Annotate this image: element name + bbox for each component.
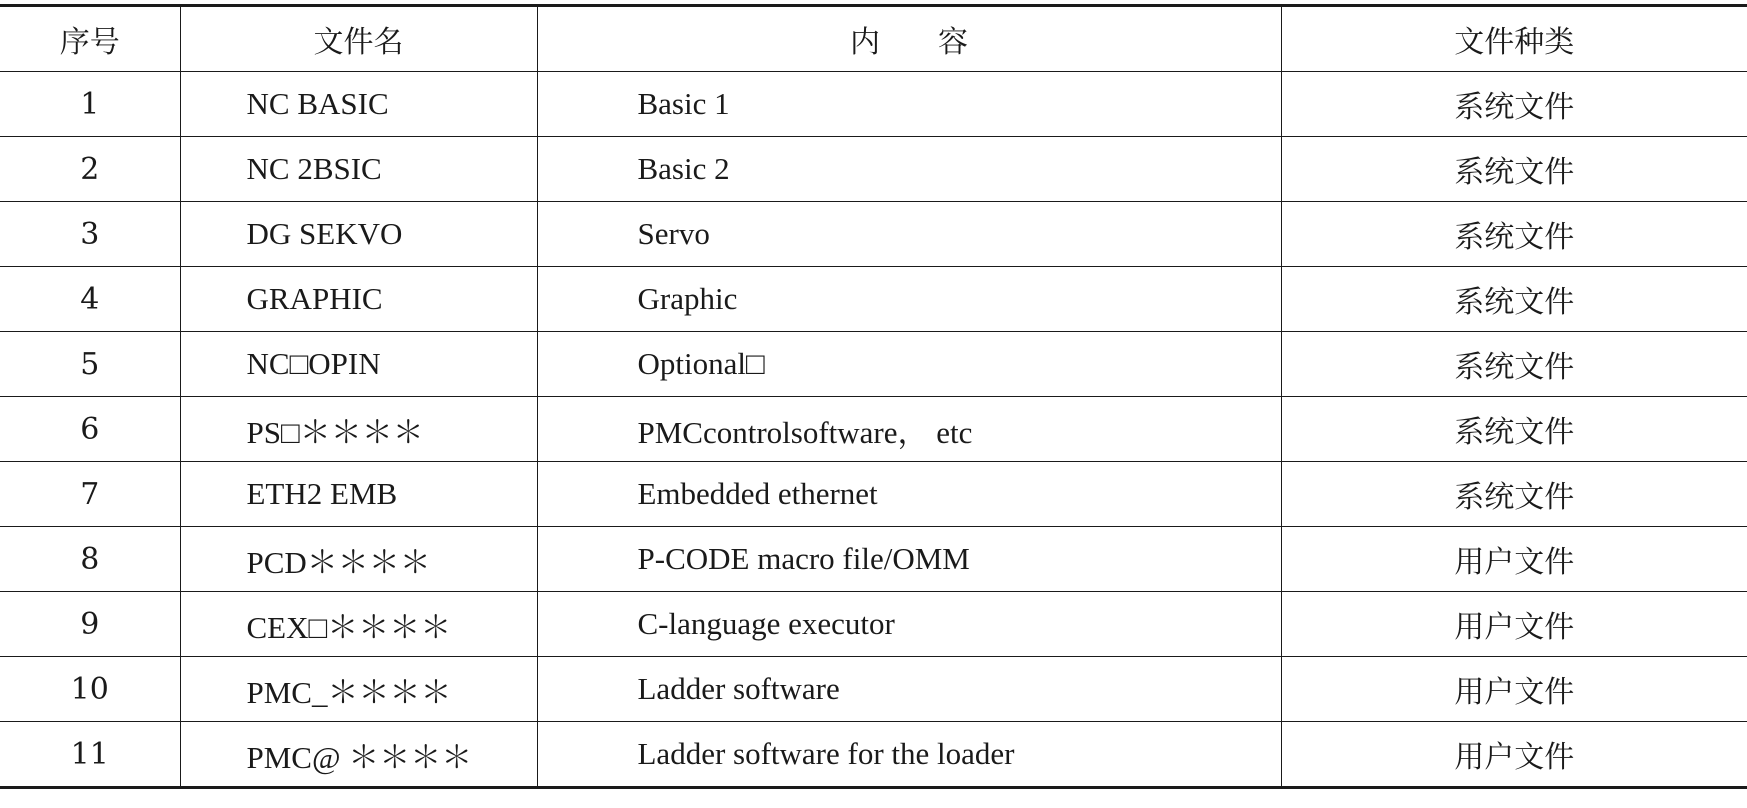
cell-name: GRAPHIC — [180, 267, 537, 332]
cell-no: 6 — [0, 397, 180, 462]
cell-no: 5 — [0, 332, 180, 397]
table-row — [0, 137, 1747, 202]
cell-name: NC□OPIN — [180, 332, 537, 397]
table-row — [0, 332, 1747, 397]
header-name: 文件名 — [180, 6, 537, 72]
cell-type: 系统文件 — [1281, 267, 1747, 332]
table-row — [0, 722, 1747, 788]
cell-type: 系统文件 — [1281, 72, 1747, 137]
cell-name: CEX□＊＊＊＊ — [180, 592, 537, 657]
cell-type: 用户文件 — [1281, 657, 1747, 722]
cell-type: 系统文件 — [1281, 462, 1747, 527]
cell-type: 系统文件 — [1281, 202, 1747, 267]
file-table-container — [0, 4, 1747, 789]
cell-name: ETH2 EMB — [180, 462, 537, 527]
file-table — [0, 4, 1747, 789]
cell-content: Graphic — [537, 267, 1281, 332]
cell-no: 1 — [0, 72, 180, 137]
cell-no: 11 — [0, 722, 180, 788]
cell-no: 7 — [0, 462, 180, 527]
cell-name: NC 2BSIC — [180, 137, 537, 202]
cell-name: PMC_＊＊＊＊ — [180, 657, 537, 722]
cell-no: 9 — [0, 592, 180, 657]
header-type: 文件种类 — [1281, 6, 1747, 72]
header-no: 序号 — [0, 6, 180, 72]
cell-type: 用户文件 — [1281, 527, 1747, 592]
table-row — [0, 462, 1747, 527]
table-row — [0, 527, 1747, 592]
cell-content: Optional□ — [537, 332, 1281, 397]
cell-no: 10 — [0, 657, 180, 722]
table-header-row — [0, 6, 1747, 72]
cell-no: 4 — [0, 267, 180, 332]
table-row — [0, 72, 1747, 137]
cell-content: Basic 1 — [537, 72, 1281, 137]
cell-no: 8 — [0, 527, 180, 592]
cell-content: P-CODE macro file/OMM — [537, 527, 1281, 592]
cell-type: 系统文件 — [1281, 332, 1747, 397]
cell-type: 用户文件 — [1281, 722, 1747, 788]
cell-name: DG SEKVO — [180, 202, 537, 267]
header-content-part1: 内 — [850, 25, 880, 60]
table-row — [0, 592, 1747, 657]
cell-type: 系统文件 — [1281, 397, 1747, 462]
table-row — [0, 657, 1747, 722]
cell-type: 用户文件 — [1281, 592, 1747, 657]
cell-content: Embedded ethernet — [537, 462, 1281, 527]
cell-content: C-language executor — [537, 592, 1281, 657]
table-row — [0, 267, 1747, 332]
cell-no: 3 — [0, 202, 180, 267]
cell-content: Ladder software — [537, 657, 1281, 722]
cell-content: Ladder software for the loader — [537, 722, 1281, 788]
cell-no: 2 — [0, 137, 180, 202]
header-content — [537, 6, 1281, 72]
cell-content: Basic 2 — [537, 137, 1281, 202]
table-row — [0, 202, 1747, 267]
cell-name: NC BASIC — [180, 72, 537, 137]
cell-name: PS□＊＊＊＊ — [180, 397, 537, 462]
table-row — [0, 397, 1747, 462]
header-content-part2: 容 — [938, 25, 968, 60]
cell-content: Servo — [537, 202, 1281, 267]
cell-type: 系统文件 — [1281, 137, 1747, 202]
cell-name: PMC@ ＊＊＊＊ — [180, 722, 537, 788]
cell-name: PCD＊＊＊＊ — [180, 527, 537, 592]
cell-content: PMCcontrolsoftware， etc — [537, 397, 1281, 462]
